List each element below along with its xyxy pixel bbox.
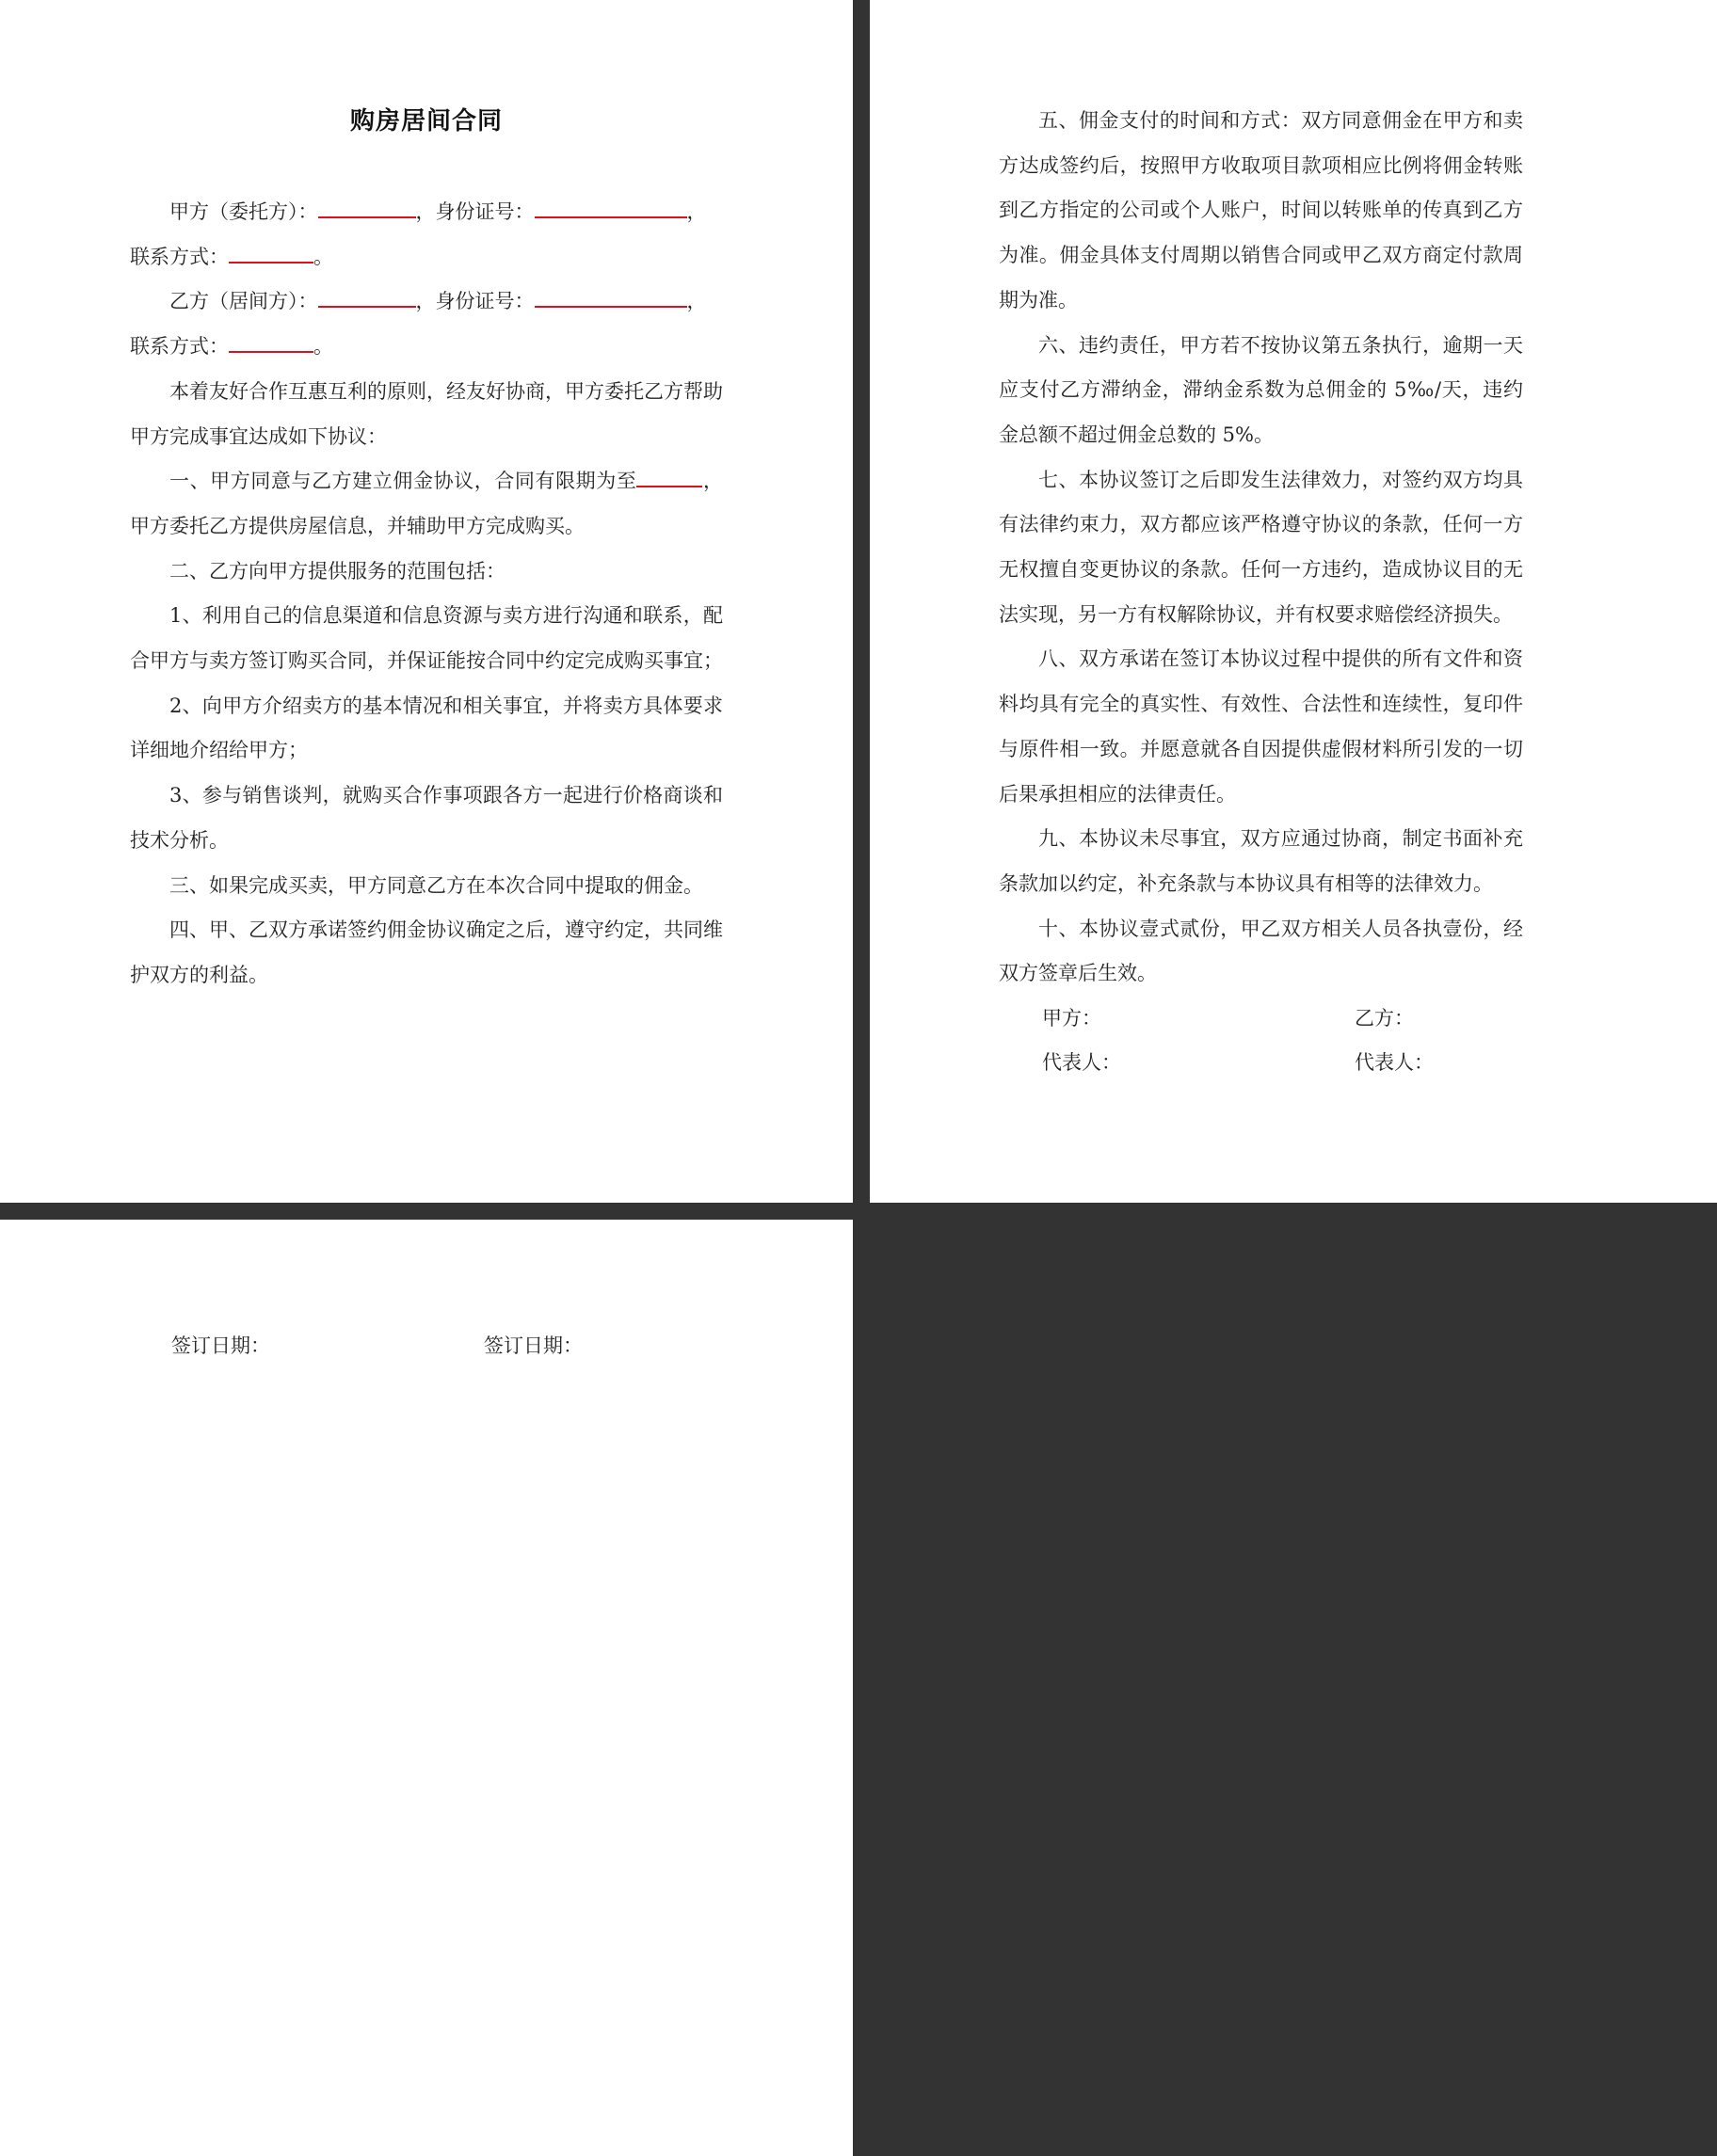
- party-a-signature-label: 甲方：: [1042, 1007, 1101, 1030]
- clause-3: 三、如果完成买卖，甲方同意乙方在本次合同中提取的佣金。: [169, 873, 703, 897]
- clause-9: 九、本协议未尽事宜，双方应通过协商，制定书面补充条款加以约定，补充条款与本协议具有相等的法律效力。: [999, 827, 1523, 895]
- party-b-contact-label: 联系方式：: [130, 335, 229, 359]
- party-a-contact-label: 联系方式：: [130, 245, 229, 268]
- page1-body: [130, 190, 723, 998]
- party-b-representative-label: 代表人：: [1355, 1051, 1434, 1074]
- party-b-label: 乙方（居间方）：: [169, 290, 318, 313]
- party-a-line: [130, 190, 723, 235]
- document-page-2: [870, 0, 1717, 1203]
- party-a-contact-line: [130, 235, 723, 280]
- party-a-sign-date-label: 签订日期：: [171, 1334, 270, 1357]
- clause-2: 二、乙方向甲方提供服务的范围包括：: [169, 559, 505, 583]
- party-a-period: 。: [313, 245, 333, 268]
- party-b-line: [130, 279, 723, 325]
- clause-1-start: 一、甲方同意与乙方建立佣金协议，合同有限期为至: [169, 470, 637, 493]
- party-b-comma: ，: [686, 290, 707, 313]
- clause-2-item-2: 2、向甲方介绍卖方的基本情况和相关事宜，并将卖方具体要求详细地介绍给甲方；: [130, 694, 723, 762]
- clause-1-end: ，甲方委托乙方提供房屋信息，并辅助甲方完成购买。: [130, 470, 724, 537]
- clause-1: [130, 459, 723, 549]
- party-a-id-label: ，身份证号：: [415, 200, 535, 223]
- document-page-1: [0, 0, 853, 1203]
- party-b-id-blank[interactable]: [535, 289, 687, 309]
- party-b-signature-label: 乙方：: [1355, 1007, 1414, 1030]
- party-a-id-blank[interactable]: [535, 199, 687, 218]
- clause-10: 十、本协议壹式贰份，甲乙双方相关人员各执壹份，经双方签章后生效。: [999, 917, 1523, 985]
- party-a-comma: ，: [686, 200, 707, 223]
- page2-body: [999, 99, 1523, 997]
- document-title: 购房居间合同: [349, 107, 503, 136]
- clause-2-item-3: 3、参与销售谈判，就购买合作事项跟各方一起进行价格商谈和技术分析。: [130, 784, 723, 852]
- party-b-name-blank[interactable]: [318, 289, 416, 309]
- party-a-name-blank[interactable]: [318, 199, 416, 218]
- clause-7: 七、本协议签订之后即发生法律效力，对签约双方均具有法律约束力，双方都应该严格遵守协议的条款，任何一方无权擅自变更协议的条款。任何一方违约，造成协议目的无法实现，另一方有权解除协议，并有权要求赔偿经济损失。: [999, 468, 1523, 626]
- clause-8: 八、双方承诺在签订本协议过程中提供的所有文件和资料均具有完全的真实性、有效性、合法性和连续性，复印件与原件相一致。并愿意就各自因提供虚假材料所引发的一切后果承担相应的法律责任。: [999, 647, 1523, 806]
- party-a-contact-blank[interactable]: [229, 244, 313, 264]
- party-b-period: 。: [313, 335, 333, 359]
- party-b-id-label: ，身份证号：: [415, 290, 535, 313]
- party-a-label: 甲方（委托方）：: [169, 200, 318, 223]
- clause-2-item-1: 1、利用自己的信息渠道和信息资源与卖方进行沟通和联系，配合甲方与卖方签订购买合同，并保证能按合同中约定完成购买事宜；: [130, 604, 723, 673]
- contract-term-blank[interactable]: [636, 468, 702, 487]
- clause-4: 四、甲、乙双方承诺签约佣金协议确定之后，遵守约定，共同维护双方的利益。: [130, 918, 723, 986]
- clause-5: 五、佣金支付的时间和方式：双方同意佣金在甲方和卖方达成签约后，按照甲方收取项目款项相应比例将佣金转账到乙方指定的公司或个人账户，时间以转账单的传真到乙方为准。佣金具体支付周期以销售合同或甲乙双方商定付款周期为准。: [999, 109, 1523, 311]
- party-b-contact-blank[interactable]: [229, 333, 313, 353]
- intro-paragraph: 本着友好合作互惠互利的原则，经友好协商，甲方委托乙方帮助甲方完成事宜达成如下协议：: [130, 379, 723, 448]
- clause-6: 六、违约责任，甲方若不按协议第五条执行，逾期一天应支付乙方滞纳金，滞纳金系数为总佣金的 5‰/天，违约金总额不超过佣金总数的 5%。: [999, 333, 1523, 446]
- party-b-sign-date-label: 签订日期：: [484, 1334, 583, 1357]
- document-page-3: [0, 1220, 853, 2156]
- party-a-representative-label: 代表人：: [1042, 1051, 1121, 1074]
- party-b-contact-line: [130, 325, 723, 370]
